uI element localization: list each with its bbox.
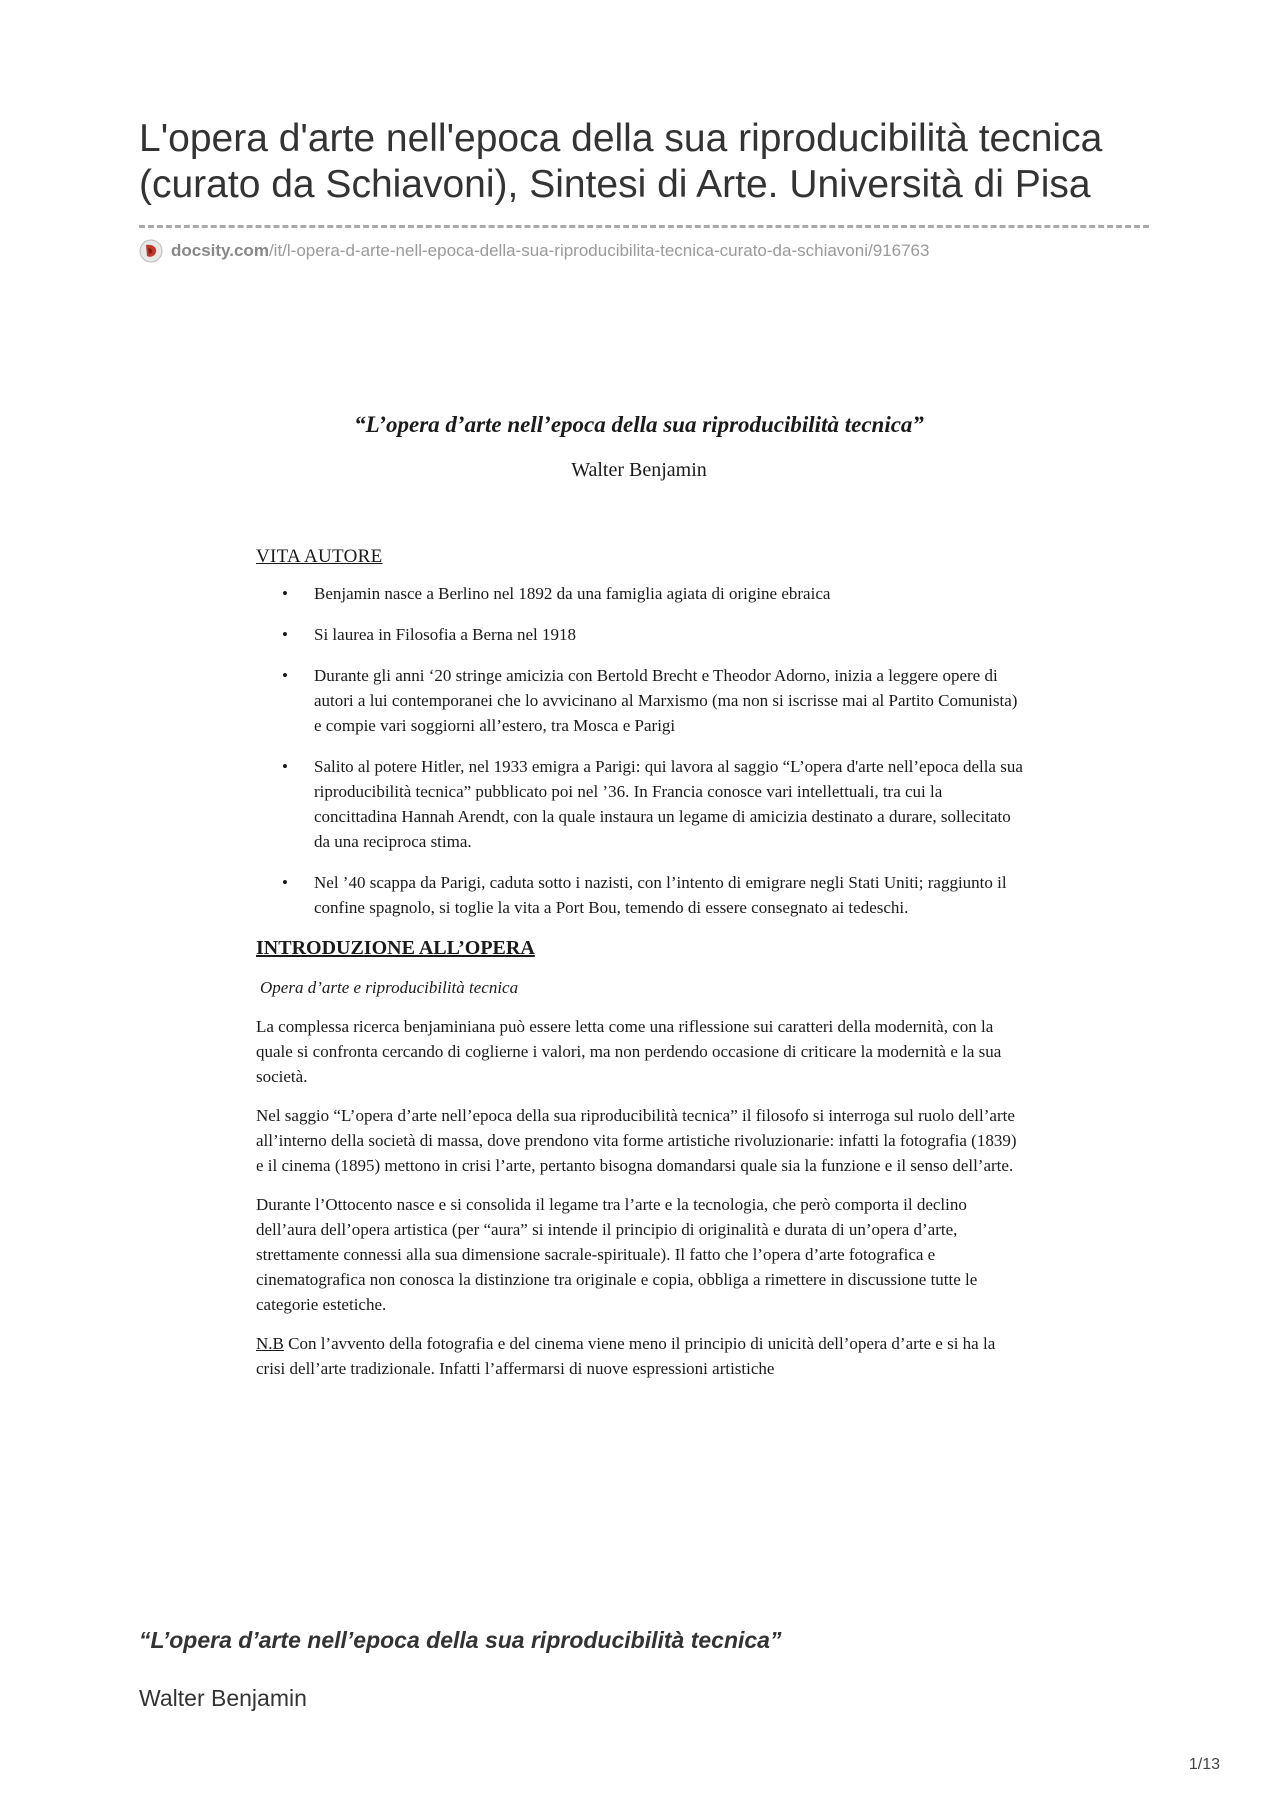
nb-label: N.B — [256, 1334, 284, 1353]
document-author: Walter Benjamin — [571, 459, 707, 481]
extracted-title: “L’opera d’arte nell’epoca della sua riproducibilità tecnica” — [139, 1627, 782, 1653]
section-heading-vita: VITA AUTORE — [256, 546, 383, 567]
source-link[interactable] — [139, 238, 929, 264]
section-heading-intro: INTRODUZIONE ALL’OPERA — [256, 937, 535, 959]
list-item — [254, 581, 1024, 606]
nb-text: Con l’avvento della fotografia e del cinema viene meno il principio di unicità dell’opera d’arte e si ha la crisi dell’arte tradizionale. Infatti l’affermarsi di nuove espressioni artistiche — [256, 1334, 996, 1378]
paragraph-nb — [256, 1331, 1024, 1381]
list-item-text: Durante gli anni ‘20 stringe amicizia con Bertold Brecht e Theodor Adorno, inizia a leggere opere di autori a lui contemporanei che lo avvicinano al Marxismo (ma non si iscrisse mai al Partito Comunista) e compie vari soggiorni all’estero, tra Mosca e Parigi — [314, 666, 1018, 735]
list-item-text: Nel ’40 scappa da Parigi, caduta sotto i nazisti, con l’intento di emigrare negli Stati Uniti; raggiunto il confine spagnolo, si toglie la vita a Port Bou, temendo di essere consegnato ai tedeschi. — [314, 873, 1007, 917]
list-item-text: Si laurea in Filosofia a Berna nel 1918 — [314, 625, 577, 644]
list-item — [254, 870, 1024, 920]
list-item — [254, 663, 1024, 738]
bullet-icon: • — [282, 625, 288, 644]
paragraph: La complessa ricerca benjaminiana può essere letta come una riflessione sui caratteri della modernità, con la quale si confronta cercando di coglierne i valori, ma non perdendo occasione di criticare la modernità e la sua società. — [256, 1017, 1002, 1086]
document-title: “L’opera d’arte nell’epoca della sua riproducibilità tecnica” — [354, 412, 924, 437]
paragraph: Nel saggio “L’opera d’arte nell’epoca della sua riproducibilità tecnica” il filosofo si interroga sul ruolo dell’arte all’interno della società di massa, dove prendono vita forme artistiche rivoluzionarie: infatti la fotografia (1839) e il cinema (1895) mettono in crisi l’arte, pertanto bisogna domandarsi quale sia la funzione e il senso dell’arte. — [256, 1106, 1017, 1175]
list-item-text: Salito al potere Hitler, nel 1933 emigra a Parigi: qui lavora al saggio “L’opera d'arte nell’epoca della sua riproducibilità tecnica” pubblicato poi nel ’36. In Francia conosce vari intellettuali, tra cui la concittadina Hannah Arendt, con la quale instaura un legame di amicizia destinato a durare, sollecitato da una reciproca stima. — [314, 757, 1023, 851]
docsity-logo-icon — [139, 239, 163, 263]
page-counter: 1/13 — [1188, 1756, 1220, 1773]
source-domain[interactable]: docsity.com — [171, 241, 269, 260]
extracted-author: Walter Benjamin — [139, 1685, 307, 1711]
list-item-text: Benjamin nasce a Berlino nel 1892 da una famiglia agiata di origine ebraica — [314, 584, 831, 603]
bullet-icon: • — [282, 666, 288, 685]
document-page — [254, 410, 1024, 1395]
bullet-icon: • — [282, 873, 288, 892]
page-title: L'opera d'arte nell'epoca della sua riproducibilità tecnica (curato da Schiavoni), Sintesi di Arte. Università di Pisa — [139, 117, 1103, 206]
list-item — [254, 754, 1024, 854]
bullet-icon: • — [282, 584, 288, 603]
source-path[interactable]: /it/l-opera-d-arte-nell-epoca-della-sua-riproducibilita-tecnica-curato-da-schiavoni/916763 — [268, 241, 930, 260]
vita-list — [254, 581, 1024, 920]
bullet-icon: • — [282, 757, 288, 776]
title-divider — [139, 225, 1149, 228]
list-item — [254, 622, 1024, 647]
paragraph: Durante l’Ottocento nasce e si consolida il legame tra l’arte e la tecnologia, che però comporta il declino dell’aura dell’opera artistica (per “aura” si intende il principio di originalità e durata di un’opera d’arte, strettamente connessi alla sua dimensione sacrale-spirituale). Il fatto che l’opera d’arte fotografica e cinematografica non conosca la distinzione tra originale e copia, obbliga a rimettere in discussione tutte le categorie estetiche. — [256, 1195, 978, 1314]
section-subheading: Opera d’arte e riproducibilità tecnica — [260, 978, 519, 997]
